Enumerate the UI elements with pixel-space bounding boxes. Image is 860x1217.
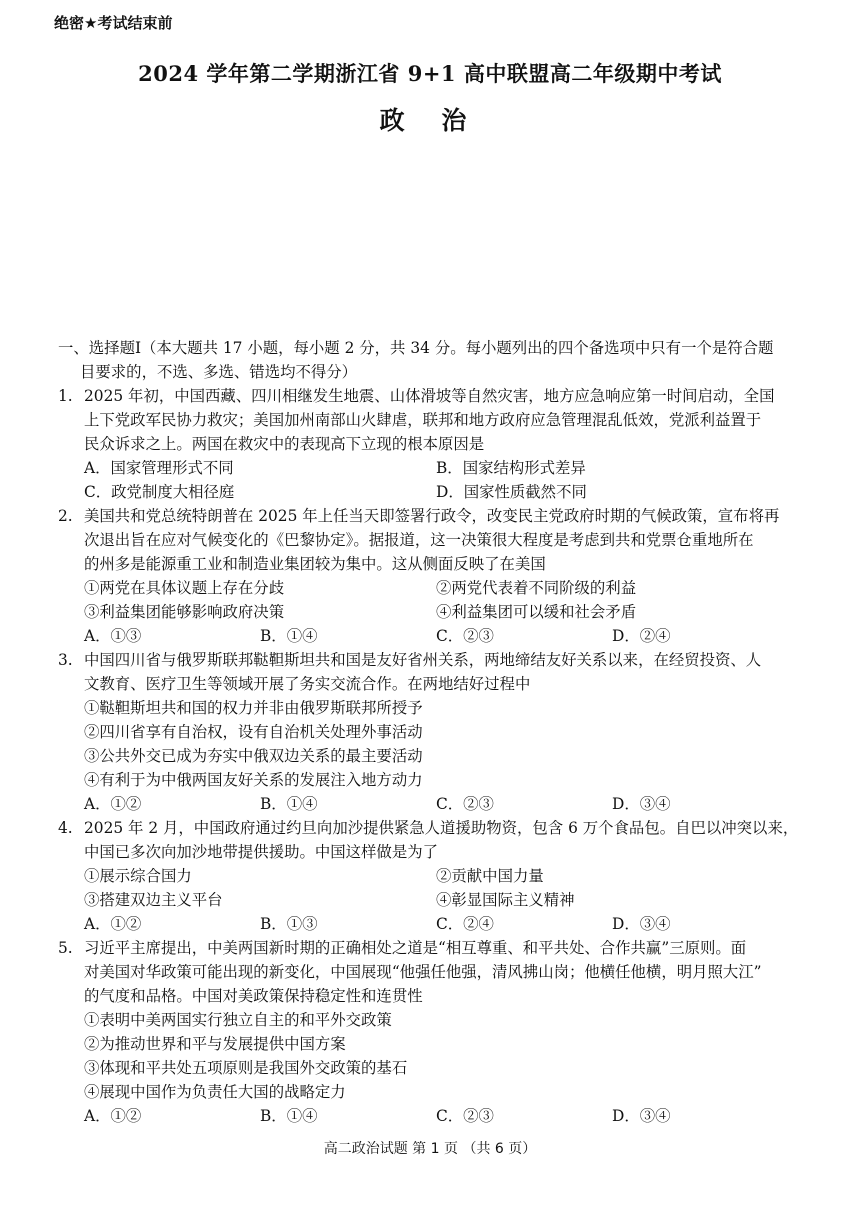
option-b: B．国家结构形式差异 xyxy=(436,459,586,477)
subject-title: 政 治 xyxy=(379,106,481,135)
statement: ①表明中美两国实行独立自主的和平外交政策 xyxy=(84,1011,392,1029)
statement: ③公共外交已成为夯实中俄双边关系的最主要活动 xyxy=(84,747,423,765)
question-1 xyxy=(58,384,828,504)
question-stem-line: 的气度和品格。中国对美政策保持稳定性和连贯性 xyxy=(84,987,423,1005)
option-b: B．①④ xyxy=(260,1107,318,1125)
section-heading-line: 目要求的，不选、多选、错选均不得分） xyxy=(80,363,358,381)
option-d: D．③④ xyxy=(612,795,671,813)
option-d: D．③④ xyxy=(612,915,671,933)
answer-options xyxy=(84,624,828,648)
option-d: D．②④ xyxy=(612,627,671,645)
question-stem-line: 2025 年 2 月，中国政府通过约旦向加沙提供紧急人道援助物资，包含 6 万个食品包。自巴以冲突以来， xyxy=(84,819,799,837)
question-stem-line: 次退出旨在应对气候变化的《巴黎协定》。据报道，这一决策很大程度是考虑到共和党票仓重地所在 xyxy=(84,531,754,549)
question-stem-line: 习近平主席提出，中美两国新时期的正确相处之道是“相互尊重、和平共处、合作共赢”三原则。面 xyxy=(84,939,747,957)
question-number: 4. xyxy=(58,819,73,837)
answer-options xyxy=(84,792,828,816)
statement: ②为推动世界和平与发展提供中国方案 xyxy=(84,1035,346,1053)
option-b: B．①④ xyxy=(260,627,318,645)
option-a: A．①③ xyxy=(84,627,142,645)
confidential-label: 绝密★考试结束前 xyxy=(54,14,173,32)
option-d: D．③④ xyxy=(612,1107,671,1125)
question-stem-line: 中国已多次向加沙地带提供援助。中国这样做是为了 xyxy=(84,843,438,861)
answer-options xyxy=(84,912,828,936)
statement: ②四川省享有自治权，设有自治机关处理外事活动 xyxy=(84,723,423,741)
statement: ①两党在具体议题上存在分歧 xyxy=(84,579,285,597)
answer-options xyxy=(84,456,828,504)
statement: ④利益集团可以缓和社会矛盾 xyxy=(436,603,637,621)
option-a: A．①② xyxy=(84,795,142,813)
question-stem-line: 美国共和党总统特朗普在 2025 年上任当天即签署行政令，改变民主党政府时期的气候政策，宣布将再 xyxy=(84,507,780,525)
statement: ④展现中国作为负责任大国的战略定力 xyxy=(84,1083,346,1101)
statement: ④有利于为中俄两国友好关系的发展注入地方动力 xyxy=(84,771,423,789)
option-c: C．政党制度大相径庭 xyxy=(84,483,235,501)
option-b: B．①③ xyxy=(260,915,318,933)
statement: ④彰显国际主义精神 xyxy=(436,891,575,909)
statement: ②贡献中国力量 xyxy=(436,867,544,885)
option-b: B．①④ xyxy=(260,795,318,813)
answer-options xyxy=(84,1104,828,1128)
option-c: C．②④ xyxy=(436,915,494,933)
question-stem-line: 中国四川省与俄罗斯联邦鞑靼斯坦共和国是友好省州关系，两地缔结友好关系以来，在经贸投资、人 xyxy=(84,651,762,669)
question-stem-line: 上下党政军民协力救灾；美国加州南部山火肆虐，联邦和地方政府应急管理混乱低效，党派利益置于 xyxy=(84,411,762,429)
option-c: C．②③ xyxy=(436,795,494,813)
statement: ③体现和平共处五项原则是我国外交政策的基石 xyxy=(84,1059,408,1077)
section-heading xyxy=(58,336,828,384)
question-4 xyxy=(58,816,828,936)
question-stem-line: 民众诉求之上。两国在救灾中的表现高下立现的根本原因是 xyxy=(84,435,485,453)
option-a: A．国家管理形式不同 xyxy=(84,459,234,477)
statement-list xyxy=(84,576,828,624)
question-content xyxy=(58,336,828,1128)
statement: ②两党代表着不同阶级的利益 xyxy=(436,579,637,597)
statement: ③搭建双边主义平台 xyxy=(84,891,223,909)
question-stem-line: 2025 年初，中国西藏、四川相继发生地震、山体滑坡等自然灾害，地方应急响应第一时间启动，全国 xyxy=(84,387,775,405)
option-d: D．国家性质截然不同 xyxy=(436,483,587,501)
question-stem-line: 对美国对华政策可能出现的新变化，中国展现“他强任他强，清风拂山岗；他横任他横，明月照大江” xyxy=(84,963,762,981)
exam-title: 2024 学年第二学期浙江省 9+1 高中联盟高二年级期中考试 xyxy=(138,61,722,86)
question-stem-line: 文教育、医疗卫生等领域开展了务实交流合作。在两地结好过程中 xyxy=(84,675,531,693)
statement: ①鞑靼斯坦共和国的权力并非由俄罗斯联邦所授予 xyxy=(84,699,423,717)
page-footer: 高二政治试题 第 1 页 （共 6 页） xyxy=(323,1141,537,1157)
question-number: 2. xyxy=(58,507,73,525)
option-a: A．①② xyxy=(84,915,142,933)
question-number: 3. xyxy=(58,651,73,669)
question-number: 1. xyxy=(58,387,73,405)
statement-list xyxy=(84,864,828,912)
question-stem-line: 的州多是能源重工业和制造业集团较为集中。这从侧面反映了在美国 xyxy=(84,555,546,573)
section-heading-line: 一、选择题Ⅰ（本大题共 17 小题，每小题 2 分，共 34 分。每小题列出的四个备选项中只有一个是符合题 xyxy=(58,339,774,357)
option-c: C．②③ xyxy=(436,1107,494,1125)
question-number: 5. xyxy=(58,939,73,957)
question-2 xyxy=(58,504,828,648)
question-3 xyxy=(58,648,828,816)
question-5 xyxy=(58,936,828,1128)
option-c: C．②③ xyxy=(436,627,494,645)
option-a: A．①② xyxy=(84,1107,142,1125)
statement: ①展示综合国力 xyxy=(84,867,192,885)
statement: ③利益集团能够影响政府决策 xyxy=(84,603,285,621)
